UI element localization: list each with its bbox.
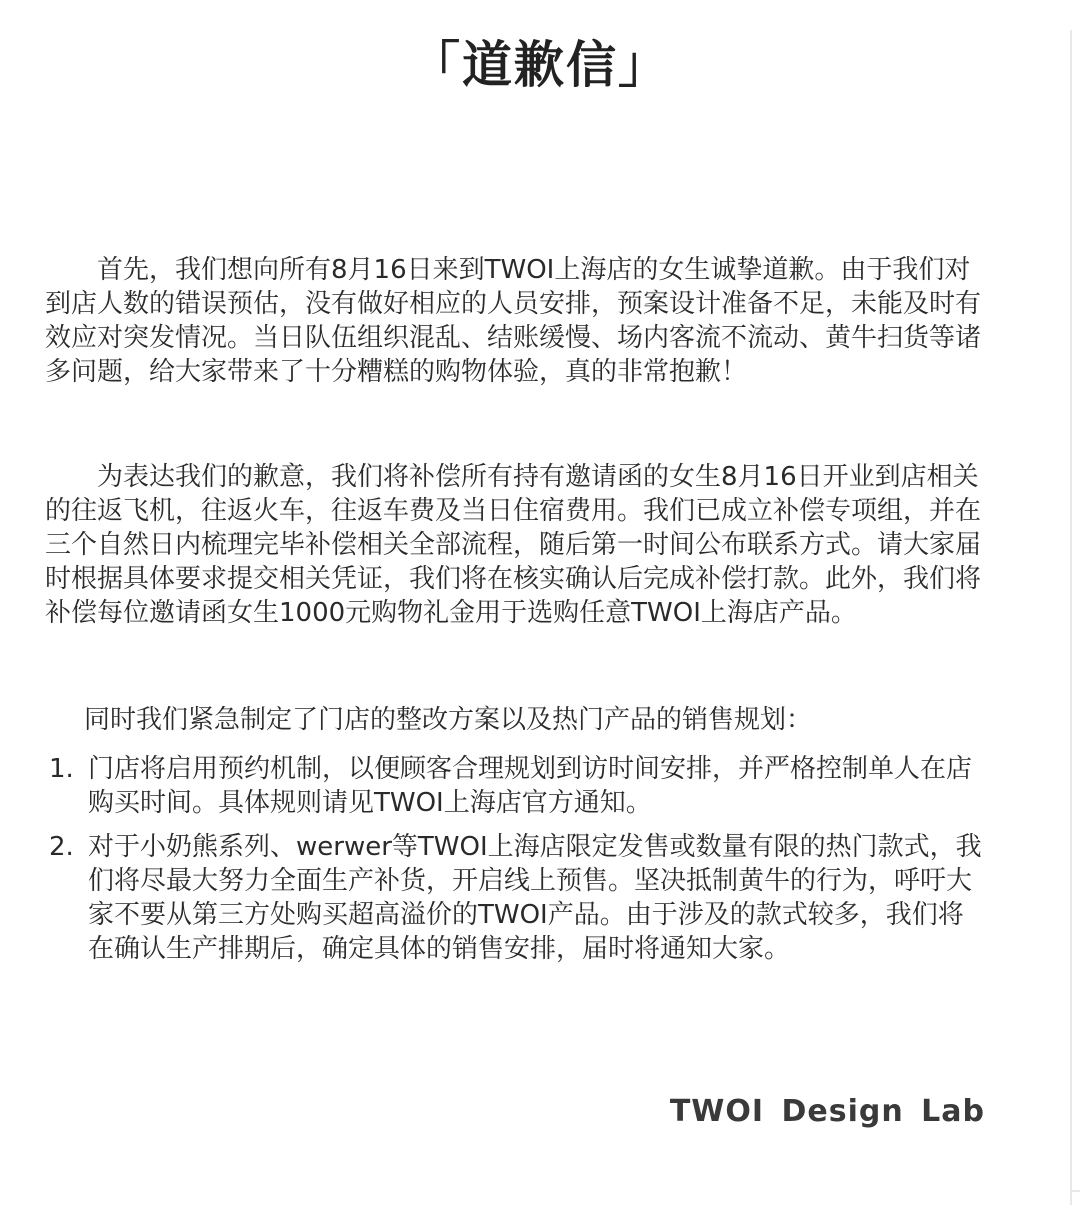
list-item-reservation — [45, 752, 985, 820]
letter-body — [45, 253, 985, 1134]
apology-letter-page — [0, 30, 1080, 1205]
signature: TWOI Design Lab — [669, 1094, 985, 1129]
page-edge-tick — [1071, 1190, 1080, 1192]
list-item-restock — [45, 830, 985, 966]
list-item-text: 门店将启用预约机制，以便顾客合理规划到访时间安排，并严格控制单人在店购买时间。具体规则请见TWOI上海店官方通知。 — [88, 754, 973, 818]
page-title: 「道歉信」 — [410, 36, 670, 94]
paragraph-apology: 首先，我们想向所有8月16日来到TWOI上海店的女生诚挚道歉。由于我们对到店人数的错误预估，没有做好相应的人员安排，预案设计准备不足，未能及时有效应对突发情况。当日队伍组织混乱、结账缓慢、场内客流不流动、黄牛扫货等诸多问题，给大家带来了十分糟糕的购物体验，真的非常抱歉！ — [45, 255, 982, 387]
paragraph-compensation: 为表达我们的歉意，我们将补偿所有持有邀请函的女生8月16日开业到店相关的往返飞机，往返火车，往返车费及当日住宿费用。我们已成立补偿专项组，并在三个自然日内梳理完毕补偿相关全部流程，随后第一时间公布联系方式。请大家届时根据具体要求提交相关凭证，我们将在核实确认后完成补偿打款。此外，我们将补偿每位邀请函女生1000元购物礼金用于选购任意TWOI上海店产品。 — [45, 462, 982, 628]
paragraph-plan-intro: 同时我们紧急制定了门店的整改方案以及热门产品的销售规划： — [84, 705, 813, 735]
page-edge-line — [1070, 30, 1072, 1205]
list-item-number: 2. — [49, 832, 74, 862]
list-item-number: 1. — [49, 754, 74, 784]
list-item-text: 对于小奶熊系列、werwer等TWOI上海店限定发售或数量有限的热门款式，我们将尽最大努力全面生产补货，开启线上预售。坚决抵制黄牛的行为，呼吁大家不要从第三方处购买超高溢价的TWOI产品。由于涉及的款式较多，我们将在确认生产排期后，确定具体的销售安排，届时将通知大家。 — [88, 832, 982, 964]
